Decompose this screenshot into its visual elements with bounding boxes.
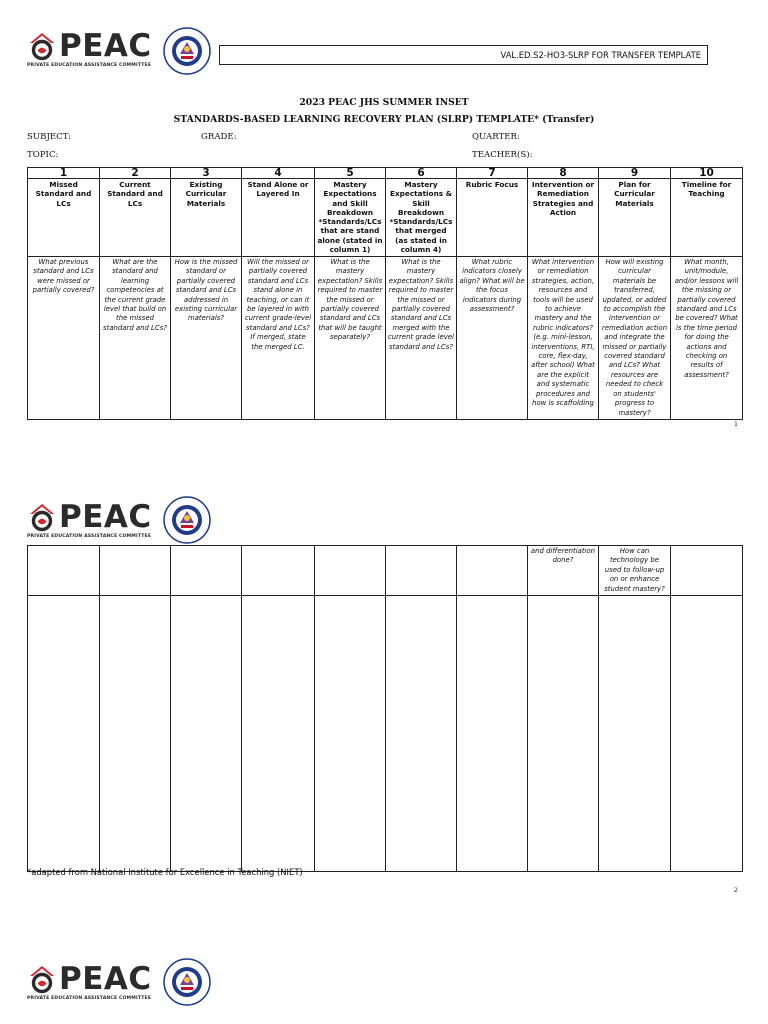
doc-title-line1: 2023 PEAC JHS SUMMER INSET xyxy=(299,97,469,108)
entry-row xyxy=(28,596,743,872)
page-number: 2 xyxy=(733,886,738,894)
peac-wordmark: PEAC xyxy=(59,28,152,64)
subject-label: SUBJECT: xyxy=(27,132,72,142)
guide-question[interactable]: How will existing curricular materials be transferred, updated, or added to accomplish the intervention or remediation action and integrate the missed or partially covered standard and LCs? What resources are needed to check on students' progress to mastery? xyxy=(599,257,671,420)
topic-label: TOPIC: xyxy=(27,150,59,160)
col-num: 7 xyxy=(457,168,528,179)
guide-question-continued[interactable] xyxy=(386,546,457,596)
peac-wordmark: PEAC xyxy=(59,499,152,535)
col-num: 9 xyxy=(599,168,671,179)
slrp-table-continued xyxy=(27,545,743,872)
grade-label: GRADE: xyxy=(201,132,237,142)
guide-question-continued[interactable] xyxy=(671,546,743,596)
col-header: Stand Alone or Layered In xyxy=(242,179,315,257)
peac-logo xyxy=(27,961,152,1001)
teachers-label: TEACHER(S): xyxy=(472,150,533,160)
col-header: Current Standard and LCs xyxy=(100,179,171,257)
entry-cell[interactable] xyxy=(457,596,528,872)
col-num: 10 xyxy=(671,168,743,179)
continued-question-row xyxy=(28,546,743,596)
deped-seal-icon xyxy=(163,496,211,544)
peac-emblem-icon xyxy=(27,964,57,994)
page-number: 1 xyxy=(733,420,738,428)
guide-question-continued[interactable]: How can technology be used to follow-up on or enhance student mastery? xyxy=(599,546,671,596)
page-2 xyxy=(0,474,768,914)
guide-question-row xyxy=(28,257,743,420)
guide-question-continued[interactable] xyxy=(315,546,386,596)
peac-subtitle: PRIVATE EDUCATION ASSISTANCE COMMITTEE xyxy=(27,996,152,1001)
template-code-box: VAL.ED.S2-HO3-SLRP FOR TRANSFER TEMPLATE xyxy=(219,45,708,65)
deped-seal-icon xyxy=(163,27,211,75)
col-num: 5 xyxy=(315,168,386,179)
entry-cell[interactable] xyxy=(242,596,315,872)
column-number-row xyxy=(28,168,743,179)
guide-question[interactable]: What month, unit/module, and/or lessons will the missing or partially covered standard and LCs be covered? What is the time period for doing the actions and checking on results of assessment? xyxy=(671,257,743,420)
guide-question[interactable]: Will the missed or partially covered standard and LCs stand alone in teaching, or can it be layered in with current grade-level standard and LCs? If merged, state the merged LC. xyxy=(242,257,315,420)
footnote: *adapted from National Institute for Excellence in Teaching (NIET) xyxy=(27,867,303,877)
col-num: 3 xyxy=(171,168,242,179)
col-header: Mastery Expectations and Skill Breakdown *Standards/LCs that are stand alone (stated in column 1) xyxy=(315,179,386,257)
peac-subtitle: PRIVATE EDUCATION ASSISTANCE COMMITTEE xyxy=(27,63,152,68)
col-header: Missed Standard and LCs xyxy=(28,179,100,257)
peac-emblem-icon xyxy=(27,502,57,532)
col-header: Plan for Curricular Materials xyxy=(599,179,671,257)
peac-wordmark: PEAC xyxy=(59,961,152,997)
col-num: 4 xyxy=(242,168,315,179)
guide-question[interactable]: What is the mastery expectation? Skills required to master the missed or partially covered standard and LCs merged with the current grade level standard and LCs? xyxy=(386,257,457,420)
deped-seal-icon xyxy=(163,958,211,1006)
page-3 xyxy=(0,948,768,1024)
guide-question[interactable]: How is the missed standard or partially covered standard and LCs addressed in existing curricular materials? xyxy=(171,257,242,420)
guide-question-continued[interactable]: and differentiation done? xyxy=(528,546,599,596)
col-num: 6 xyxy=(386,168,457,179)
peac-logo xyxy=(27,28,152,68)
column-header-row xyxy=(28,179,743,257)
slrp-table xyxy=(27,167,743,420)
col-num: 1 xyxy=(28,168,100,179)
quarter-label: QUARTER: xyxy=(472,132,520,142)
col-header: Intervention or Remediation Strategies and Action xyxy=(528,179,599,257)
col-num: 8 xyxy=(528,168,599,179)
guide-question-continued[interactable] xyxy=(242,546,315,596)
guide-question[interactable]: What is the mastery expectation? Skills required to master the missed or partially covered standard and LCs that will be taught separately? xyxy=(315,257,386,420)
peac-subtitle: PRIVATE EDUCATION ASSISTANCE COMMITTEE xyxy=(27,534,152,539)
col-header: Existing Curricular Materials xyxy=(171,179,242,257)
doc-title-line2: STANDARDS-BASED LEARNING RECOVERY PLAN (SLRP) TEMPLATE* (Transfer) xyxy=(173,114,595,125)
peac-logo xyxy=(27,499,152,539)
guide-question[interactable]: What previous standard and LCs were missed or partially covered? xyxy=(28,257,100,420)
guide-question-continued[interactable] xyxy=(457,546,528,596)
page-1 xyxy=(0,0,768,440)
guide-question-continued[interactable] xyxy=(28,546,100,596)
entry-cell[interactable] xyxy=(171,596,242,872)
entry-cell[interactable] xyxy=(315,596,386,872)
entry-cell[interactable] xyxy=(386,596,457,872)
entry-cell[interactable] xyxy=(599,596,671,872)
entry-cell[interactable] xyxy=(28,596,100,872)
entry-cell[interactable] xyxy=(528,596,599,872)
entry-cell[interactable] xyxy=(100,596,171,872)
guide-question[interactable]: What intervention or remediation strategies, action, resources and tools will be used to achieve mastery and the rubric indicators? (e.g. mini-lesson, interventions, RTI, core, flex-day, after school) What are the explicit and systematic procedures and how is scaffolding xyxy=(528,257,599,420)
peac-emblem-icon xyxy=(27,31,57,61)
col-header: Mastery Expectations & Skill Breakdown *Standards/LCs that merged (as stated in column 4) xyxy=(386,179,457,257)
guide-question[interactable]: What rubric indicators closely align? What will be the focus indicators during assessment? xyxy=(457,257,528,420)
col-header: Timeline for Teaching xyxy=(671,179,743,257)
col-num: 2 xyxy=(100,168,171,179)
entry-cell[interactable] xyxy=(671,596,743,872)
guide-question-continued[interactable] xyxy=(171,546,242,596)
guide-question-continued[interactable] xyxy=(100,546,171,596)
col-header: Rubric Focus xyxy=(457,179,528,257)
guide-question[interactable]: What are the standard and learning competencies at the current grade level that build on the missed standard and LCs? xyxy=(100,257,171,420)
